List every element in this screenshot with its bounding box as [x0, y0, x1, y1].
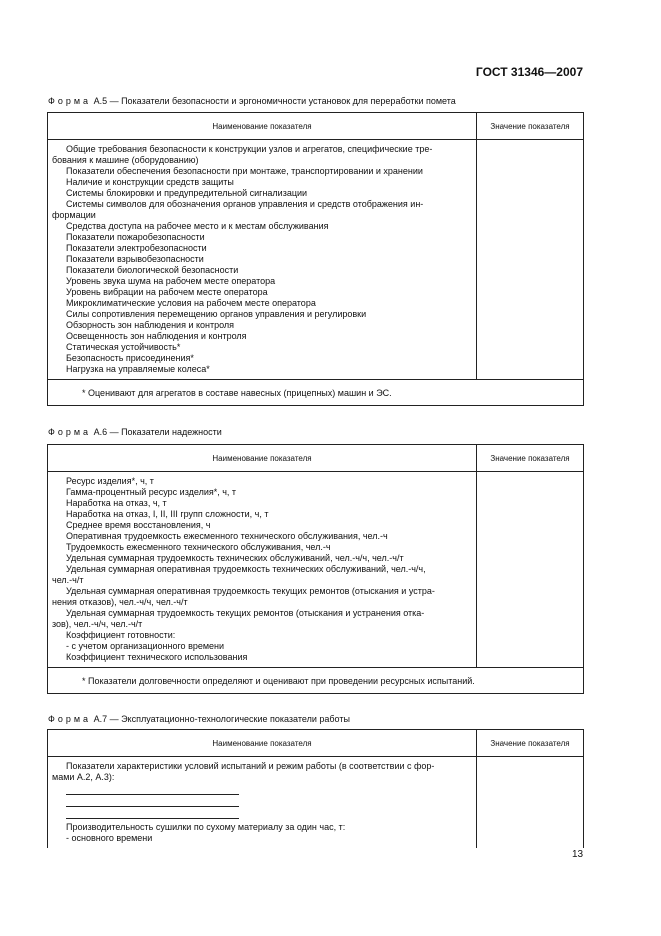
indicator-line: мами А.2, А.3): [52, 772, 115, 782]
form-a5-title [48, 96, 456, 106]
form-label: Форма [48, 714, 92, 724]
indicator-line: Обзорность зон наблюдения и контроля [66, 320, 235, 330]
indicator-line: Микроклиматические условия на рабочем месте оператора [66, 298, 316, 308]
indicator-line: Ресурс изделия*, ч, т [66, 476, 154, 486]
indicator-list [48, 757, 477, 849]
indicator-line: Удельная суммарная оперативная трудоемкость текущих ремонтов (отыскания и устра- [66, 586, 435, 596]
indicator-line: Показатели биологической безопасности [66, 265, 239, 275]
indicator-line: Коэффициент готовности: [66, 630, 176, 640]
value-cell [477, 472, 584, 668]
blank-line [66, 785, 239, 795]
indicator-line: - с учетом организационного времени [66, 641, 225, 651]
value-cell [477, 140, 584, 380]
indicator-line: Показатели взрывобезопасности [66, 254, 204, 264]
value-cell [477, 757, 584, 849]
indicator-line: Системы символов для обозначения органов управления и средств отображения ин- [66, 199, 424, 209]
indicator-line: бования к машине (оборудованию) [52, 155, 199, 165]
indicator-line: зов), чел.-ч/ч, чел.-ч/т [52, 619, 143, 629]
standard-code: ГОСТ 31346—2007 [475, 65, 583, 79]
indicator-line: Оперативная трудоемкость ежесменного технического обслуживания, чел.-ч [66, 531, 388, 541]
indicator-line: формации [52, 210, 96, 220]
column-header-name: Наименование показателя [48, 445, 477, 472]
indicator-line: Производительность сушилки по сухому материалу за один час, т: [66, 822, 346, 832]
form-caption: А.7 — Эксплуатационно-технологические показатели работы [93, 714, 350, 724]
indicator-line: Освещенность зон наблюдения и контроля [66, 331, 247, 341]
form-a6-title [48, 427, 222, 437]
form-caption: А.5 — Показатели безопасности и эргономичности установок для переработки помета [93, 96, 456, 106]
indicator-list [48, 472, 477, 668]
column-header-value: Значение показателя [477, 730, 584, 757]
indicator-line: Уровень звука шума на рабочем месте оператора [66, 276, 276, 286]
form-caption: А.6 — Показатели надежности [93, 427, 222, 437]
form-label: Форма [48, 96, 92, 106]
indicator-line: Безопасность присоединения* [66, 353, 194, 363]
indicator-list [48, 140, 477, 380]
indicator-line: Наработка на отказ, I, II, III групп сложности, ч, т [66, 509, 269, 519]
form-a7-table [47, 729, 584, 848]
indicator-line: - основного времени [66, 833, 153, 843]
indicator-line: Силы сопротивления перемещению органов управления и регулировки [66, 309, 367, 319]
indicator-line: Наличие и конструкции средств защиты [66, 177, 234, 187]
indicator-line: Трудоемкость ежесменного технического обслуживания, чел.-ч [66, 542, 331, 552]
column-header-name: Наименование показателя [48, 730, 477, 757]
indicator-line: Коэффициент технического использования [66, 652, 248, 662]
indicator-line: Показатели характеристики условий испытаний и режим работы (в соответствии с фор- [66, 761, 435, 771]
page-number: 13 [572, 849, 584, 860]
indicator-line: нения отказов), чел.-ч/ч, чел.-ч/т [52, 597, 188, 607]
column-header-value: Значение показателя [477, 445, 584, 472]
indicator-line: Удельная суммарная трудоемкость текущих ремонтов (отыскания и устранения отка- [66, 608, 425, 618]
form-a7-title [48, 714, 350, 724]
indicator-line: Наработка на отказ, ч, т [66, 498, 167, 508]
form-label: Форма [48, 427, 92, 437]
indicator-line: чел.-ч/т [52, 575, 84, 585]
column-header-name: Наименование показателя [48, 113, 477, 140]
indicator-line: Средства доступа на рабочее место и к местам обслуживания [66, 221, 329, 231]
table-footnote: * Показатели долговечности определяют и оценивают при проведении ресурсных испытаний. [48, 668, 584, 694]
indicator-line: Статическая устойчивость* [66, 342, 181, 352]
indicator-line: Среднее время восстановления, ч [66, 520, 211, 530]
form-a6-table [47, 444, 584, 694]
indicator-line: Нагрузка на управляемые колеса* [66, 364, 210, 374]
indicator-line: Уровень вибрации на рабочем месте оператора [66, 287, 268, 297]
form-a5-table [47, 112, 584, 406]
indicator-line: Системы блокировки и предупредительной сигнализации [66, 188, 308, 198]
indicator-line: Гамма-процентный ресурс изделия*, ч, т [66, 487, 237, 497]
indicator-line: Показатели электробезопасности [66, 243, 207, 253]
indicator-line: Показатели пожаробезопасности [66, 232, 205, 242]
indicator-line: Удельная суммарная оперативная трудоемкость технических обслуживаний, чел.-ч/ч, [66, 564, 426, 574]
blank-line [66, 797, 239, 807]
indicator-line: Удельная суммарная трудоемкость технических обслуживаний, чел.-ч/ч, чел.-ч/т [66, 553, 404, 563]
indicator-line: Показатели обеспечения безопасности при монтаже, транспортировании и хранении [66, 166, 423, 176]
table-footnote: * Оценивают для агрегатов в составе навесных (прицепных) машин и ЭС. [48, 380, 584, 406]
blank-line [66, 809, 239, 819]
indicator-line: Общие требования безопасности к конструкции узлов и агрегатов, специфические тре- [66, 144, 433, 154]
column-header-value: Значение показателя [477, 113, 584, 140]
